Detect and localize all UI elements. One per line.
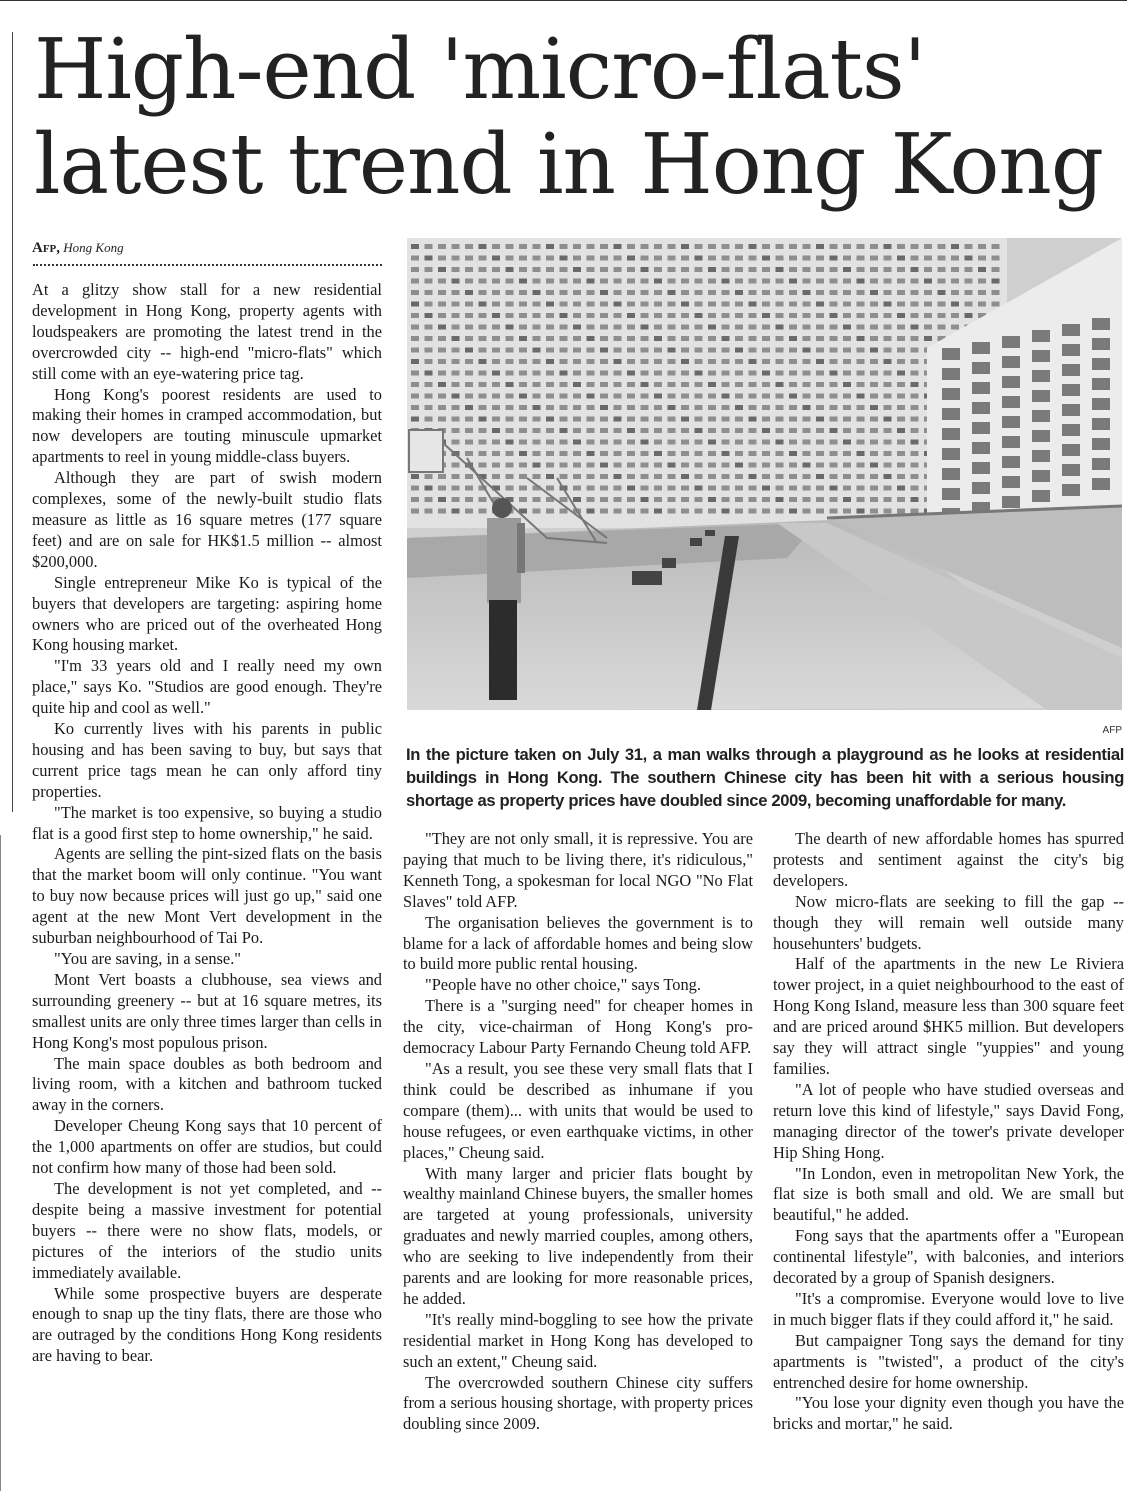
news-photo (407, 238, 1122, 710)
article-paragraph: "You are saving, in a sense." (54, 949, 241, 968)
article-paragraph: Developer Cheung Kong says that 10 percent of the 1,000 apartments on offer are studios, but could not confirm how many of those had been sold. (32, 1116, 382, 1178)
article-paragraph: "They are not only small, it is repressive. You are paying that much to be living there, it's ridiculous," Kenneth Tong, a spokesman for local NGO "No Flat Slaves" told AFP. (403, 829, 753, 911)
article-paragraph: Half of the apartments in the new Le Riviera tower project, in a quiet neighbourhood to the east of Hong Kong Island, measure less than 300 square feet and are priced around $HK5 million. But developers say they will attract single "yuppies" and young families. (773, 954, 1124, 1078)
article-paragraph: The overcrowded southern Chinese city suffers from a serious housing shortage, with property prices doubling since 2009. (403, 1372, 753, 1434)
article-paragraph: While some prospective buyers are desperate enough to snap up the tiny flats, there are those who are outraged by the conditions Hong Kong residents are having to bear. (32, 1283, 382, 1366)
article-column-1 (32, 280, 382, 1491)
residential-tower-facade (407, 238, 1007, 528)
article-paragraph: The development is not yet completed, and -- despite being a massive investment for potential buyers -- there were no show flats, models, or pictures of the interiors of the studio units immediately available. (32, 1178, 382, 1282)
article-paragraph: Mont Vert boasts a clubhouse, sea views and surrounding greenery -- but at 16 square metres, its smallest units are only three times larger than cells in Hong Kong's most populous prison. (32, 969, 382, 1052)
article-paragraph: "It's really mind-boggling to see how the private residential market in Hong Kong has developed to such an extent," Cheung said. (403, 1309, 753, 1371)
article-paragraph: With many larger and pricier flats bought by wealthy mainland Chinese buyers, the smaller homes are targeted at young professionals, university graduates and newly married couples, among others, who are seeking to live independently from their parents and are looking for more reasonable prices, he added. (403, 1163, 753, 1308)
article-paragraph: The main space doubles as both bedroom and living room, with a kitchen and bathroom tucked away in the corners. (32, 1053, 382, 1115)
byline-agency: Afp, (32, 240, 61, 256)
article-paragraph: "In London, even in metropolitan New York, the flat size is both small and old. We are small but beautiful," he added. (773, 1163, 1124, 1225)
article-paragraph: "People have no other choice," says Tong. (425, 975, 701, 995)
article-paragraph: Hong Kong's poorest residents are used to making their homes in cramped accommodation, but now developers are touting minuscule upmarket apartments to reel in young middle-class buyers. (32, 384, 382, 467)
left-column-rule (12, 32, 13, 812)
article-paragraph: At a glitzy show stall for a new residential development in Hong Kong, property agents with loudspeakers are promoting the latest trend in the overcrowded city -- high-end "micro-flats" which still come with an eye-watering price tag. (32, 280, 382, 383)
article-paragraph: Fong says that the apartments offer a "European continental lifestyle", with balconies, and interiors decorated by a group of Spanish designers. (773, 1226, 1124, 1288)
article-paragraph: "It's a compromise. Everyone would love to live in much bigger flats if they could afford it," he said. (773, 1288, 1124, 1329)
dotted-divider (33, 264, 382, 266)
photo-illustration (407, 238, 1122, 710)
top-rule (0, 0, 1127, 1)
byline-place: Hong Kong (63, 240, 124, 255)
article-paragraph: "A lot of people who have studied overseas and return love this kind of lifestyle," says David Fong, managing director of the tower's private developer Hip Shing Hong. (773, 1079, 1124, 1162)
article-paragraph: "The market is too expensive, so buying a studio flat is a good first step to home ownership," he said. (32, 802, 382, 843)
article-column-2 (403, 829, 753, 1491)
article-paragraph: The dearth of new affordable homes has spurred protests and sentiment against the city's big developers. (773, 829, 1124, 890)
byline (32, 240, 124, 257)
article-paragraph: Ko currently lives with his parents in public housing and has been saving to buy, but says that current price tags mean he can only afford tiny properties. (32, 719, 382, 801)
article-paragraph: Although they are part of swish modern complexes, some of the newly-built studio flats measure as little as 16 square metres (177 square feet) and are on sale for HK$1.5 million -- almost $200,000. (32, 468, 382, 571)
article-paragraph: "You lose your dignity even though you have the bricks and mortar," he said. (773, 1393, 1124, 1434)
article-paragraph: Now micro-flats are seeking to fill the gap -- though they will remain well outside many househunters' budgets. (773, 891, 1124, 953)
left-page-edge (0, 835, 1, 1491)
article-paragraph: Agents are selling the pint-sized flats on the basis that the market boom will only continue. "You want to buy now because prices will just go up," said one agent at the new Mont Vert development in the suburban neighbourhood of Tai Po. (32, 844, 382, 948)
article-paragraph: "I'm 33 years old and I really need my own place," says Ko. "Studios are good enough. They're quite hip and cool as well." (32, 656, 382, 718)
photo-credit: AFP (1102, 725, 1122, 736)
article-paragraph: Single entrepreneur Mike Ko is typical of the buyers that developers are targeting: aspiring home owners who are priced out of the overheated Hong Kong housing market. (32, 572, 382, 655)
photo-caption: In the picture taken on July 31, a man walks through a playground as he looks at residential buildings in Hong Kong. The southern Chinese city has been hit with a serious housing shortage as property prices have doubled since 2009, becoming unaffordable for many. (406, 745, 1124, 810)
article-paragraph: But campaigner Tong says the demand for tiny apartments is "twisted", a product of the city's entrenched desire for home ownership. (773, 1330, 1124, 1392)
headline: High-end 'micro-flats' latest trend in Hong Kong (34, 21, 1103, 213)
article-paragraph: There is a "surging need" for cheaper homes in the city, vice-chairman of Hong Kong's pro-democracy Labour Party Fernando Cheung told AFP. (403, 996, 753, 1058)
article-paragraph: "As a result, you see these very small flats that I think could be described as inhumane if you compare (them)... with units that would be used to house refugees, or even earthquake victims, in other places," Cheung said. (403, 1058, 753, 1162)
article-paragraph: The organisation believes the government is to blame for a lack of affordable homes and being slow to build more public rental housing. (403, 912, 753, 974)
article-column-3 (773, 829, 1124, 1491)
